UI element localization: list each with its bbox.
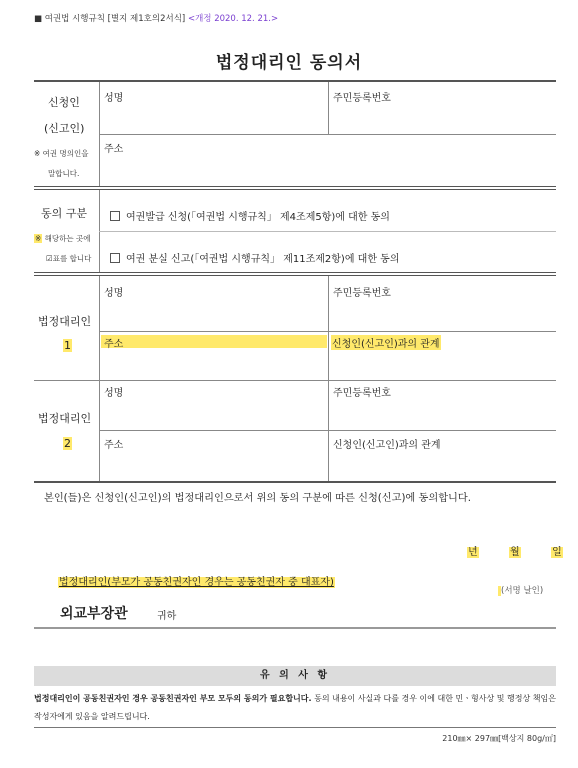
rep1-address-highlight [101,335,327,348]
rep1-relation-label: 신청인(신고인)과의 관계 [331,335,441,350]
rep-divider [99,276,100,482]
rep1-number: 1 [64,339,71,352]
recipient-suffix: 귀하 [157,611,177,622]
consent-note-1: 해당하는 곳에 [42,234,91,243]
consent-label: 동의 구분 [41,207,88,220]
loss-report-option-label: 여권 분실 신고(「여권법 시행규칙」 제11조제2항)에 대한 동의 [126,254,400,265]
applicant-col-divider [328,82,329,134]
header-form-number: 여권법 시행규칙 [별지 제1호의2서식] [44,14,186,24]
recipient-rule [34,627,556,629]
date-day: 일 [552,547,562,558]
notice-text: 동의 내용이 사실과 다를 경우 이에 대한 민ㆍ형사상 및 행정상 책임은 작성자에게 있음을 알려드립니다. [34,694,556,721]
rep1-name-label: 성명 [104,288,124,299]
consent-note-check: ☑ [46,254,53,263]
rep1-address-label: 주소 [104,339,124,350]
rep-col-divider [328,276,329,482]
rep2-address-label: 주소 [104,440,124,451]
notice-body [34,690,556,726]
rep-separator [34,380,556,381]
table-bottom-border [34,481,556,483]
paper-spec: 210㎜× 297㎜[백상지 80g/㎡] [442,734,556,743]
applicant-row-line [99,134,556,135]
signer-line [58,573,335,588]
consent-option-loss-report[interactable] [110,250,399,265]
notice-bottom-rule [34,727,556,728]
applicant-label-2: (신고인) [44,122,85,135]
date-month: 월 [510,547,520,558]
applicant-address-label: 주소 [104,144,124,155]
rep1-row-line [99,331,556,332]
table-top-border [34,80,556,82]
applicant-note-1: ※ 여권 명의인을 [34,149,89,158]
loss-report-checkbox[interactable] [110,253,120,263]
rep2-name-label: 성명 [104,388,124,399]
applicant-note-2: 말합니다. [48,169,80,178]
consent-note-mark: ※ [35,234,42,243]
consent-note-2: 표를 합니다 [52,254,92,263]
section-divider-2b [34,275,556,276]
issuance-option-label: 여권발급 신청(「여권법 시행규칙」 제4조제5항)에 대한 동의 [126,212,390,223]
form-header [34,12,278,24]
page-title: 법정대리인 동의서 [215,53,363,73]
consent-row-line [99,231,556,232]
header-bullet: ■ [34,14,43,24]
date-line [467,543,563,558]
header-amendment: <개정 2020. 12. 21.> [187,14,279,24]
applicant-name-label: 성명 [104,93,124,104]
rep1-label: 법정대리인 [38,315,92,328]
consent-option-issuance[interactable] [110,208,390,223]
section-divider-1a [34,186,556,187]
date-year: 년 [468,547,478,558]
signer-label: 법정대리인(부모가 공동친권자인 경우는 공동친권자 중 대표자) [59,577,334,588]
rep2-relation-label: 신청인(신고인)과의 관계 [333,440,441,451]
applicant-rrn-label: 주민등록번호 [333,93,391,104]
rep2-row-line [99,430,556,431]
issuance-checkbox[interactable] [110,211,120,221]
rep2-number: 2 [64,437,71,450]
rep2-label: 법정대리인 [38,412,92,425]
recipient: 외교부장관 [60,606,128,622]
section-divider-2a [34,272,556,273]
rep2-rrn-label: 주민등록번호 [333,388,391,399]
section-divider-1b [34,189,556,190]
consent-statement: 본인(들)은 신청인(신고인)의 법정대리인으로서 위의 동의 구분에 따른 신청(신고)에 동의합니다. [44,493,471,504]
notice-bold-text: 법정대리인이 공동친권자인 경우 공동친권자인 부모 모두의 동의가 필요합니다. [34,694,312,703]
rep1-rrn-label: 주민등록번호 [333,288,391,299]
applicant-label-1: 신청인 [48,96,80,109]
notice-title: 유 의 사 항 [34,666,556,686]
signature-field[interactable] [498,584,543,596]
signature-note: (서명 날인) [501,586,544,596]
